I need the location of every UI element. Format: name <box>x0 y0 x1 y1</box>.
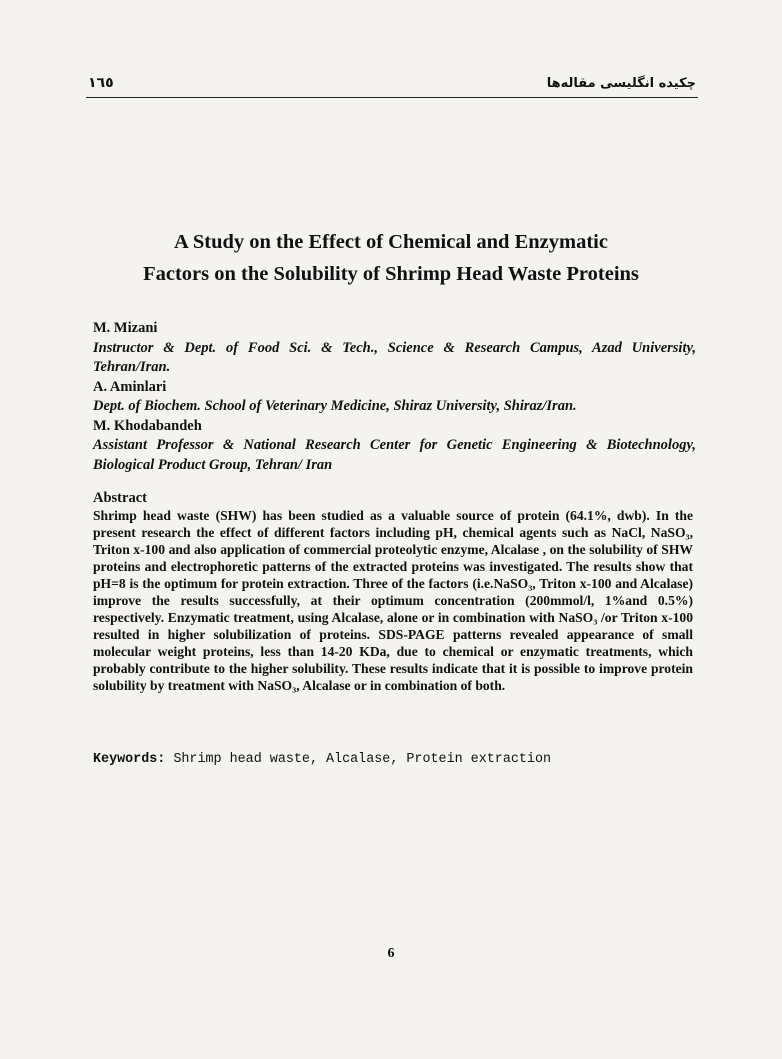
page-number: 6 <box>387 946 395 961</box>
author-affiliation: Instructor & Dept. of Food Sci. & Tech., Science & Research Campus, Azad University, Tehran/Iran. <box>93 339 696 375</box>
author-affiliation: Assistant Professor & National Research Center for Genetic Engineering & Biotechnology, Biological Product Group, Tehran/ Iran <box>93 437 696 473</box>
abstract-heading: Abstract <box>93 490 147 506</box>
header-rule <box>86 97 698 98</box>
header-section-title: چکیده انگلیسی مقاله‌ها <box>546 75 696 91</box>
paper-title <box>70 226 712 290</box>
author-list <box>93 319 696 475</box>
author-name: M. Khodabandeh <box>93 417 202 434</box>
abstract-section <box>93 490 693 694</box>
title-line: Factors on the Solubility of Shrimp Head Waste Proteins <box>143 263 639 285</box>
abstract-body: Shrimp head waste (SHW) has been studied as a valuable source of protein (64.1%, dwb). In the present research the effect of different factors including pH, chemical agents such as NaCl, NaSO₃, Triton x-100 and also application of commercial proteolytic enzyme, Alcalase , on the solubility of SHW proteins and electrophoretic patterns of the extracted proteins was investigated. The results show that pH=8 is the optimum for protein extraction. Three of the factors (i.e.NaSO₃, Triton x-100 and Alcalase) improve the results successfully, at their optimum concentration (200mmol/l, 1%and 0.5%) respectively. Enzymatic treatment, using Alcalase, alone or in combination with NaSO₃ /or Triton x-100 resulted in higher solubilization of proteins. SDS-PAGE patterns revealed appearance of small molecular weight proteins, less than 14-20 KDa, due to chemical or enzymatic treatments, which probably contribute to the higher solubility. These results indicate that it is possible to improve protein solubility by treatment with NaSO₃, Alcalase or in combination of both. <box>93 508 693 693</box>
author-name: A. Aminlari <box>93 378 167 395</box>
title-line: A Study on the Effect of Chemical and Enzymatic <box>174 231 608 253</box>
header-page-number: ١٦٥ <box>88 75 114 91</box>
keywords-text: Shrimp head waste, Alcalase, Protein extraction <box>165 752 552 767</box>
keywords-label: Keywords: <box>93 752 166 767</box>
author-affiliation: Dept. of Biochem. School of Veterinary Medicine, Shiraz University, Shiraz/Iran. <box>93 398 577 414</box>
keywords-line <box>93 752 551 767</box>
running-header <box>88 70 696 96</box>
author-name: M. Mizani <box>93 320 158 336</box>
